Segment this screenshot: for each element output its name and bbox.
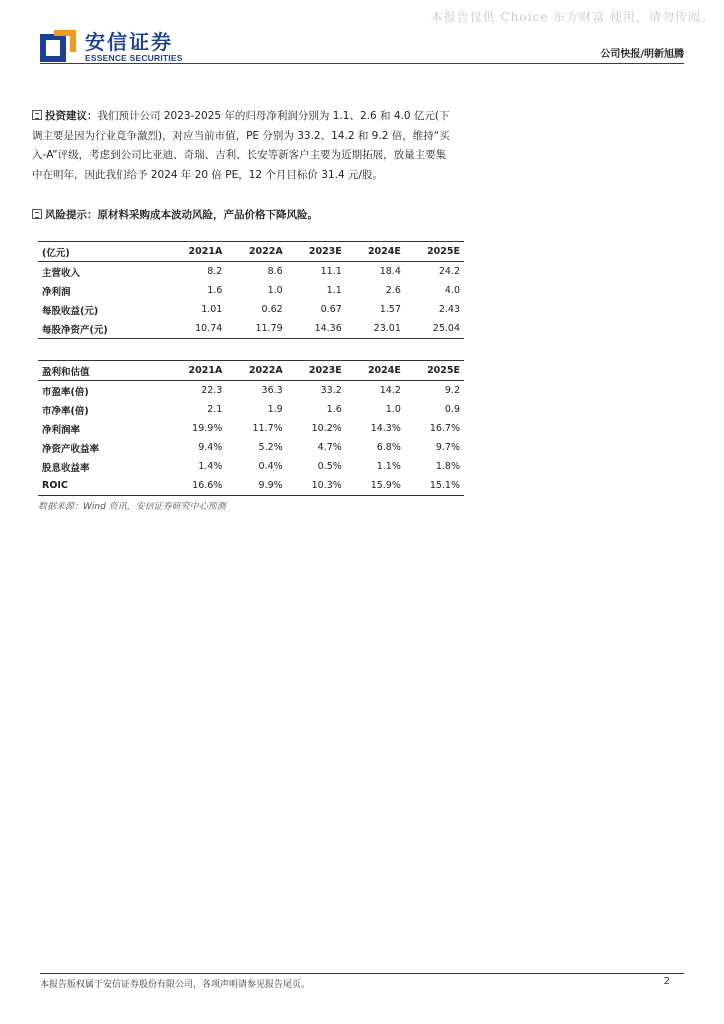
row-label: 市净率(倍) xyxy=(42,405,89,417)
table-cell: 1.6 xyxy=(207,285,223,296)
table-row xyxy=(38,319,464,339)
table-cell: 16.6% xyxy=(166,476,226,496)
table-cell: 1.4% xyxy=(198,461,223,472)
table-cell: 1.01 xyxy=(201,304,223,315)
table-header-cell: 2022A xyxy=(226,361,286,381)
financial-summary-table xyxy=(38,241,464,339)
investment-advice xyxy=(32,107,452,185)
row-label: 净利润率 xyxy=(42,424,81,436)
page-number: 2 xyxy=(663,976,670,987)
table-cell: 36.3 xyxy=(261,385,283,396)
table-header-cell: 2024E xyxy=(346,242,405,262)
row-label: 股息收益率 xyxy=(42,462,90,474)
table-cell: 0.5% xyxy=(317,461,342,472)
table-cell: 1.0 xyxy=(267,285,283,296)
table-cell: 0.9 xyxy=(444,404,460,415)
table-cell: 15.1% xyxy=(405,476,464,496)
table-cell: 1.9 xyxy=(267,404,283,415)
watermark: 本报告仅供 Choice 东方财富 使用，请勿传阅。 xyxy=(430,10,714,24)
header-divider xyxy=(40,63,684,64)
table-cell: 15.9% xyxy=(346,476,405,496)
table-row xyxy=(38,300,464,319)
table-cell: 25.04 xyxy=(405,319,464,339)
table-row xyxy=(38,438,464,457)
table-cell: 14.36 xyxy=(287,319,346,339)
row-label: ROIC xyxy=(38,476,166,496)
table-cell: 10.3% xyxy=(287,476,346,496)
table-cell: 1.8% xyxy=(435,461,460,472)
table-cell: 0.4% xyxy=(258,461,283,472)
table-cell: 11.7% xyxy=(252,423,283,434)
table-cell: 10.74 xyxy=(166,319,226,339)
valuation-table xyxy=(38,360,464,496)
investment-label: 投资建议： xyxy=(45,110,98,122)
row-label: 净利润 xyxy=(42,286,71,298)
report-tag: 公司快报/明新旭腾 xyxy=(600,49,684,60)
table-cell: 4.7% xyxy=(317,442,342,453)
table-cell: 18.4 xyxy=(379,266,401,277)
table-cell: 11.1 xyxy=(320,266,342,277)
table-cell: 8.2 xyxy=(207,266,223,277)
bullet-icon xyxy=(32,110,42,120)
table-cell: 14.2 xyxy=(379,385,401,396)
table-cell: 1.1 xyxy=(326,285,342,296)
footer-divider xyxy=(40,973,684,974)
table-row xyxy=(38,457,464,476)
footer-disclaimer: 本报告版权属于安信证券股份有限公司，各项声明请参见报告尾页。 xyxy=(40,980,311,990)
risk-warning xyxy=(32,206,452,226)
investment-text: 我们预计公司 2023-2025 年的归母净利润分别为 1.1、2.6 和 4.0 亿元(下调主要是因为行业竞争激烈)，对应当前市值，PE 分别为 33.2、14.2 和 9.2 倍，维持“买入-A”评级，考虑到公司比亚迪、奇瑞、吉利、长安等新客户主要为近期拓展，放量主要集中在明年，因此我们给予 2024 年 20 倍 PE，12 个月目标价 31.4 元/股。 xyxy=(32,110,450,181)
table-cell: 9.2 xyxy=(444,385,460,396)
table-header-cell: 2023E xyxy=(287,361,346,381)
table-row xyxy=(38,476,464,496)
bullet-icon xyxy=(32,209,42,219)
table-header-cell: 盈利和估值 xyxy=(38,361,166,381)
table-header-cell: 2025E xyxy=(405,361,464,381)
table-cell: 6.8% xyxy=(376,442,401,453)
table-cell: 2.1 xyxy=(207,404,223,415)
table-row xyxy=(38,419,464,438)
table-cell: 2.6 xyxy=(385,285,401,296)
table-row xyxy=(38,400,464,419)
table-header-cell: 2022A xyxy=(226,242,286,262)
row-label: 每股净资产(元) xyxy=(38,319,166,339)
logo-name-cn: 安信证券 xyxy=(85,30,173,54)
table-header-cell: 2023E xyxy=(287,242,346,262)
row-label: 市盈率(倍) xyxy=(42,386,89,398)
row-label: 主营收入 xyxy=(42,267,81,279)
table-cell: 2.43 xyxy=(438,304,460,315)
table-header-cell: 2024E xyxy=(346,361,405,381)
table-cell: 1.57 xyxy=(379,304,401,315)
table-cell: 22.3 xyxy=(201,385,223,396)
table-row xyxy=(38,262,464,282)
table-header-cell: 2025E xyxy=(405,242,464,262)
table-cell: 9.9% xyxy=(226,476,286,496)
row-label: 净资产收益率 xyxy=(42,443,100,455)
row-label: 每股收益(元) xyxy=(42,305,99,317)
table-cell: 33.2 xyxy=(320,385,342,396)
table-cell: 4.0 xyxy=(444,285,460,296)
table-cell: 9.7% xyxy=(435,442,460,453)
table-cell: 1.6 xyxy=(326,404,342,415)
table-row xyxy=(38,281,464,300)
table-header-row xyxy=(38,242,464,262)
risk-label: 风险提示： xyxy=(45,209,98,221)
table-cell: 0.67 xyxy=(320,304,342,315)
table-header-cell: 2021A xyxy=(166,361,226,381)
table-row xyxy=(38,381,464,401)
table-cell: 0.62 xyxy=(261,304,283,315)
data-source-note: 数据来源：Wind 资讯，安信证券研究中心预测 xyxy=(38,502,226,512)
table-cell: 16.7% xyxy=(429,423,460,434)
table-cell: 10.2% xyxy=(311,423,342,434)
table-cell: 5.2% xyxy=(258,442,283,453)
table-cell: 11.79 xyxy=(226,319,286,339)
table-cell: 24.2 xyxy=(438,266,460,277)
risk-text: 原材料采购成本波动风险，产品价格下降风险。 xyxy=(97,209,318,221)
table-header-cell: 2021A xyxy=(166,242,226,262)
table-header-row xyxy=(38,361,464,381)
table-cell: 14.3% xyxy=(370,423,401,434)
logo-name-en: ESSENCE SECURITIES xyxy=(85,53,183,63)
logo-mark-icon xyxy=(40,28,76,64)
table-cell: 23.01 xyxy=(346,319,405,339)
table-cell: 19.9% xyxy=(192,423,223,434)
company-logo xyxy=(40,26,210,66)
table-cell: 1.0 xyxy=(385,404,401,415)
table-header-cell: (亿元) xyxy=(38,242,166,262)
table-cell: 1.1% xyxy=(376,461,401,472)
table-cell: 8.6 xyxy=(267,266,283,277)
table-cell: 9.4% xyxy=(198,442,223,453)
